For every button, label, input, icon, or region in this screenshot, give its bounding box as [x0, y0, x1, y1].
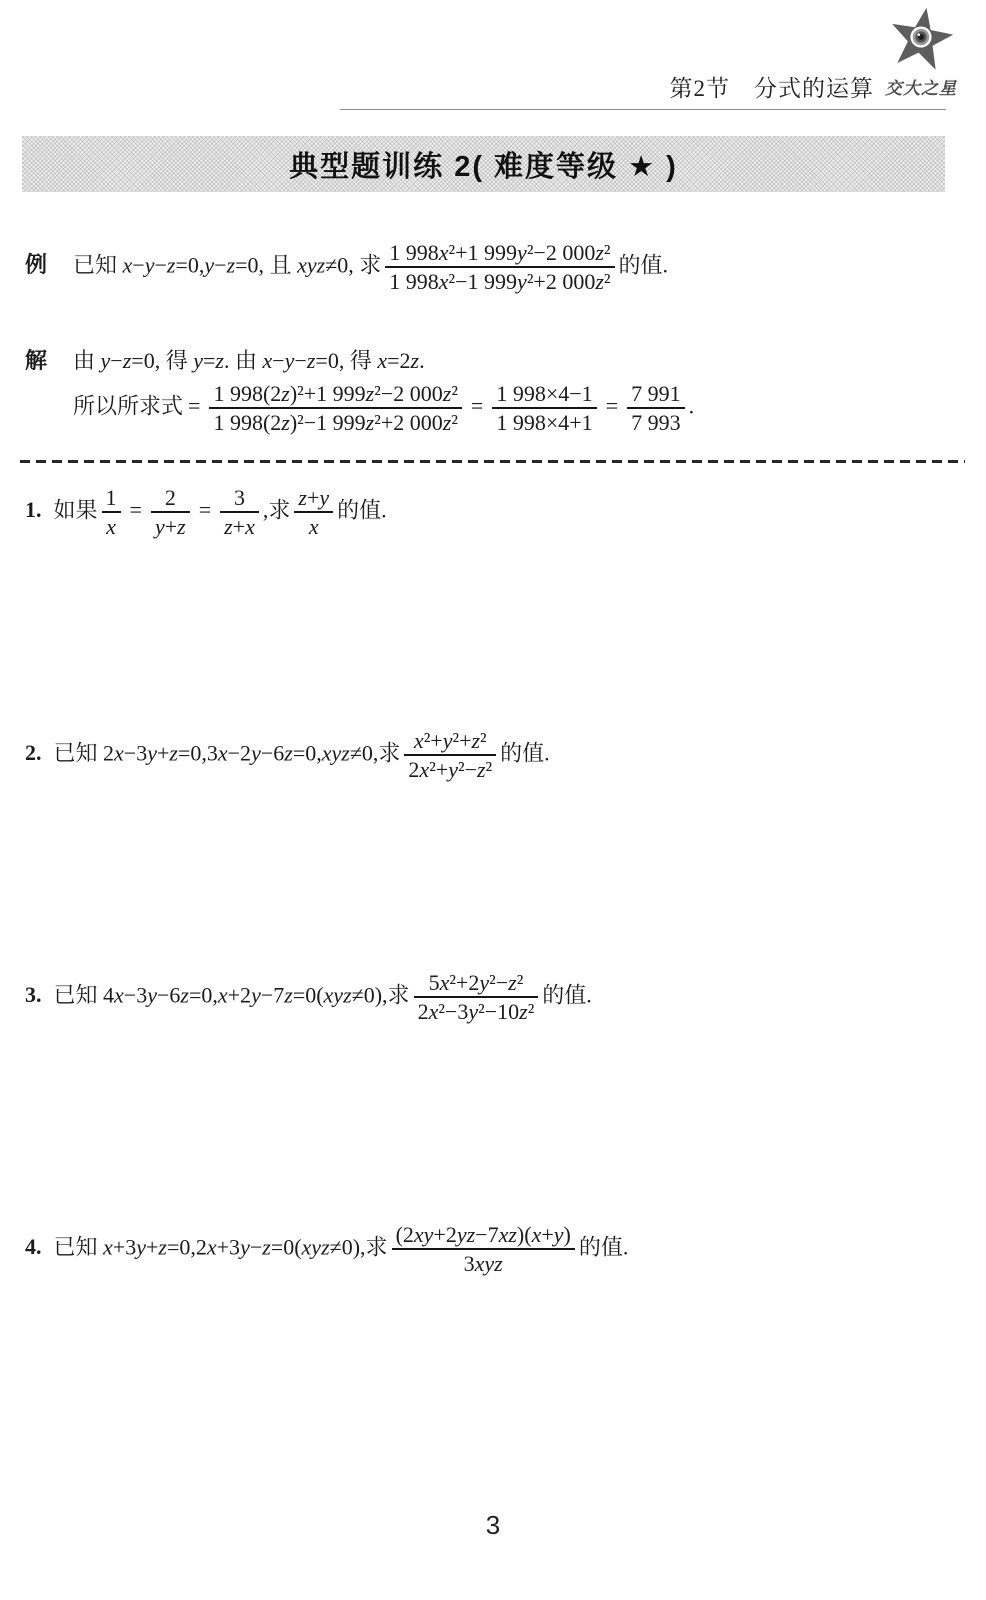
equals-sign: = — [198, 497, 212, 523]
equals-sign: = — [188, 393, 201, 419]
fraction-denominator: y+z — [151, 511, 190, 540]
problem-3 — [25, 969, 592, 1026]
example-fraction — [385, 239, 614, 296]
fraction-numerator: 7 991 — [631, 381, 681, 406]
fraction-numerator: 3 — [233, 485, 245, 510]
fraction-denominator: 1 998x²−1 999y²+2 000z² — [385, 266, 614, 295]
problem-number: 3. — [25, 982, 42, 1008]
example-given-math: x−y−z=0,y−z=0, — [122, 252, 265, 278]
fraction-denominator: 1 998×4+1 — [492, 407, 596, 436]
fraction-denominator: 7 993 — [627, 407, 685, 436]
fraction-denominator: 2x²−3y²−10z² — [414, 996, 539, 1025]
equals-sign: = — [605, 393, 619, 419]
problem-number: 4. — [25, 1234, 42, 1260]
equals-sign: = — [470, 393, 484, 419]
fraction-denominator: z+x — [220, 511, 259, 540]
problem-suffix-text: 的值. — [500, 740, 550, 766]
publisher-logo — [878, 4, 964, 99]
fraction-denominator: x — [294, 511, 333, 540]
problem-given-text: 已知 — [53, 982, 104, 1008]
problem-seek-text: 求 — [365, 1234, 388, 1260]
fraction-numerator: 1 998(2z)²+1 999z²−2 000z² — [213, 381, 458, 406]
example-suffix-text: 的值. — [618, 252, 669, 278]
problem-given-text: 已知 — [53, 1234, 104, 1260]
target-fraction — [294, 484, 333, 541]
example-given-text: 已知 — [73, 252, 123, 278]
problem-4 — [25, 1221, 628, 1278]
solution-fraction-1 — [209, 380, 461, 437]
solution-lead-text: 所以所求式 — [73, 393, 184, 419]
problem-2 — [25, 727, 550, 784]
fraction-denominator: 3xyz — [392, 1248, 575, 1277]
problem-suffix-text: 的值. — [578, 1234, 629, 1260]
solution-line1 — [25, 344, 425, 375]
problem-seek-text: ,求 — [262, 497, 291, 523]
solution-text: 得 — [165, 348, 194, 373]
problem-number: 1. — [25, 497, 42, 523]
dashed-divider — [20, 460, 965, 463]
star-eye-icon — [888, 4, 954, 74]
problem-1 — [25, 484, 387, 541]
solution-text: 得 — [349, 348, 378, 373]
problem-seek-text: 求 — [387, 982, 410, 1008]
problem-suffix-text: 的值. — [542, 982, 592, 1008]
problem-given-text: 已知 — [53, 740, 104, 766]
example-label: 例 — [25, 252, 48, 278]
problem-suffix-text: 的值. — [337, 497, 387, 523]
fraction-numerator: 1 — [105, 485, 117, 510]
solution-math: x−y−z=0, — [262, 348, 345, 373]
period: . — [688, 393, 695, 419]
solution-text: 由 — [73, 348, 101, 373]
fraction — [414, 969, 539, 1026]
fraction — [404, 727, 496, 784]
solution-fraction-3 — [627, 380, 685, 437]
example-block — [25, 239, 668, 296]
header-divider — [340, 109, 946, 110]
problem-given-math: 4x−3y−6z=0,x+2y−7z=0(xyz≠0), — [103, 982, 388, 1008]
section-title: 第2节 分式的运算 — [669, 76, 874, 101]
problem-number: 2. — [25, 740, 42, 766]
fraction-numerator: (2xy+2yz−7xz)(x+y) — [395, 1222, 571, 1247]
page-number: 3 — [485, 1510, 501, 1540]
fraction — [392, 1221, 575, 1278]
logo-text: 交大之星 — [885, 79, 957, 98]
fraction-numerator: z+y — [298, 485, 330, 510]
banner — [22, 136, 945, 192]
problem-seek-text: 求 — [378, 740, 401, 766]
fraction — [220, 484, 259, 541]
fraction-numerator: 5x²+2y²−z² — [428, 970, 524, 995]
fraction-numerator: x²+y²+z² — [413, 728, 487, 753]
solution-label: 解 — [25, 348, 48, 373]
problem-given-math: 2x−3y+z=0,3x−2y−6z=0,xyz≠0, — [103, 740, 379, 766]
equals-sign: = — [129, 497, 142, 523]
fraction-denominator: 1 998(2z)²−1 999z²+2 000z² — [209, 407, 461, 436]
example-seek-text: 求 — [359, 252, 382, 278]
solution-line2 — [73, 380, 694, 437]
solution-fraction-2 — [492, 380, 596, 437]
fraction — [102, 484, 121, 541]
example-and-text: 且 — [269, 252, 298, 278]
solution-text: 由 — [234, 348, 263, 373]
fraction-numerator: 2 — [164, 485, 176, 510]
problem-intro-text: 如果 — [53, 497, 98, 523]
fraction-numerator: 1 998x²+1 999y²−2 000z² — [389, 240, 611, 265]
problem-given-math: x+3y+z=0,2x+3y−z=0(xyz≠0), — [103, 1234, 366, 1260]
fraction — [151, 484, 190, 541]
banner-title: 典型题训练 2( 难度等级 ★ ) — [289, 150, 678, 183]
solution-math: y=z. — [193, 348, 230, 373]
solution-math: y−z=0, — [100, 348, 161, 373]
fraction-denominator: 2x²+y²−z² — [404, 754, 496, 783]
fraction-numerator: 1 998×4−1 — [496, 381, 593, 406]
solution-math: x=2z. — [377, 348, 425, 373]
fraction-denominator: x — [102, 511, 121, 540]
example-cond-math: xyz≠0, — [297, 252, 354, 278]
